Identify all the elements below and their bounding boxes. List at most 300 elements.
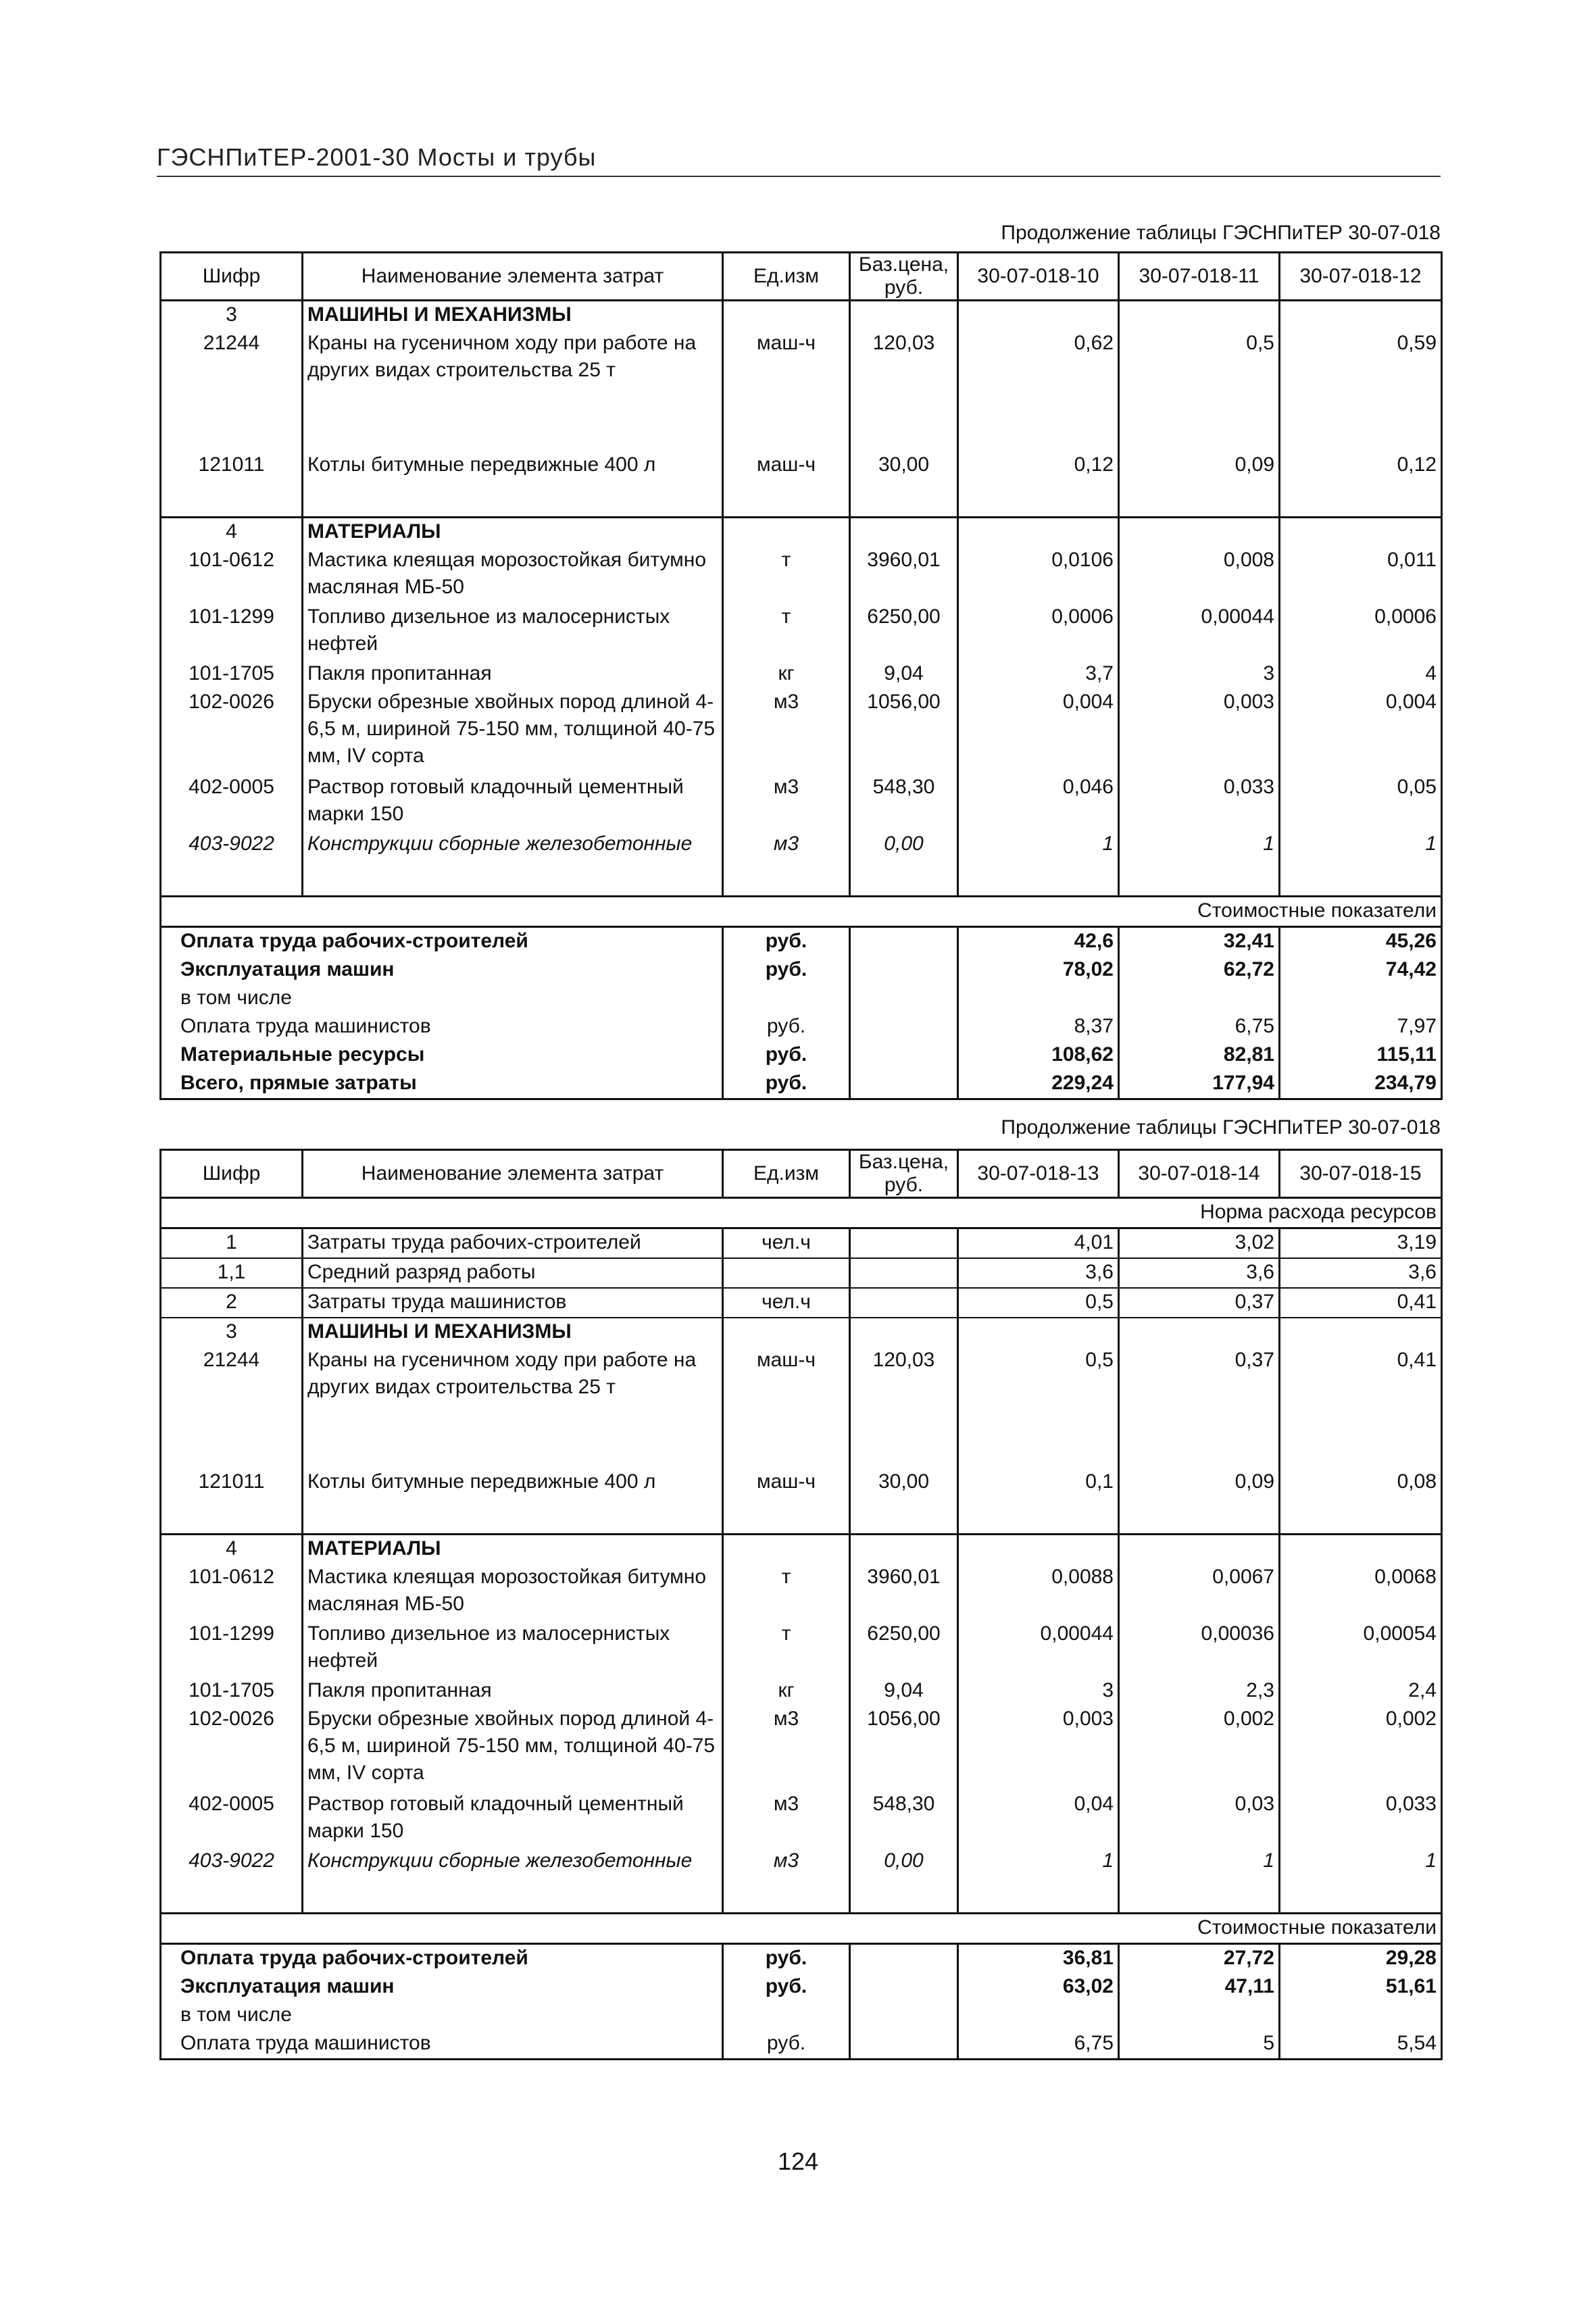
- section-number: 4: [161, 1535, 303, 1564]
- cost-value: 51,61: [1280, 1973, 1442, 2001]
- column-header-name: Наименование элемента затрат: [303, 253, 723, 301]
- empty-cell: [303, 480, 723, 518]
- cost-row: [161, 927, 1442, 957]
- empty-cell: [1119, 480, 1280, 518]
- cost-label: Оплата труда рабочих-строителей: [180, 1947, 528, 1969]
- cost-label: в том числе: [180, 2003, 292, 2026]
- cost-value: [1280, 985, 1442, 1013]
- cost-row: [161, 1013, 1442, 1041]
- resource-base-price: 6250,00: [850, 1620, 958, 1677]
- empty-cell: [958, 1535, 1119, 1564]
- column-header-estimate-code: 30-07-018-11: [1119, 253, 1280, 301]
- resource-base-price: 120,03: [850, 330, 958, 415]
- empty-cell: [958, 1432, 1119, 1468]
- resource-name: Краны на гусеничном ходу при работе на других видах строительства 25 т: [303, 1347, 723, 1432]
- section-note: Стоимостные показатели: [161, 897, 1442, 927]
- spacer-row: [161, 859, 1442, 897]
- resource-row: [161, 1228, 1442, 1259]
- cost-unit: руб.: [723, 2030, 850, 2060]
- resource-quantity: 0,04: [958, 1791, 1119, 1847]
- section-title: МАТЕРИАЛЫ: [303, 518, 723, 547]
- empty-cell: [1119, 1318, 1280, 1347]
- resource-quantity: 0,008: [1119, 547, 1280, 603]
- resource-row: [161, 1564, 1442, 1620]
- resource-row: [161, 660, 1442, 689]
- section-note-row: [161, 897, 1442, 927]
- empty-cell: [850, 1013, 958, 1041]
- resource-quantity: 3,7: [958, 660, 1119, 689]
- resource-row: [161, 1706, 1442, 1791]
- empty-cell: [850, 1070, 958, 1099]
- cost-value: 177,94: [1119, 1070, 1280, 1099]
- empty-cell: [161, 1497, 303, 1535]
- resource-unit: т: [723, 1620, 850, 1677]
- section-heading-row: [161, 1535, 1442, 1564]
- resource-code: 121011: [198, 453, 265, 476]
- empty-cell: [850, 859, 958, 897]
- resource-code: 1,1: [161, 1258, 303, 1288]
- resource-base-price: 1056,00: [850, 1706, 958, 1791]
- resource-row: [161, 689, 1442, 774]
- resource-base-price: 120,03: [850, 1347, 958, 1432]
- spacer-row: [161, 480, 1442, 518]
- resource-quantity: 0,0006: [1280, 603, 1442, 660]
- section-title: МАШИНЫ И МЕХАНИЗМЫ: [303, 301, 723, 330]
- empty-cell: [958, 480, 1119, 518]
- empty-cell: [161, 1876, 303, 1914]
- resource-quantity: 0,0068: [1280, 1564, 1442, 1620]
- cost-value: 5,54: [1280, 2030, 1442, 2060]
- empty-cell: [303, 1432, 723, 1468]
- empty-cell: [958, 1876, 1119, 1914]
- resource-row: [161, 1847, 1442, 1876]
- resource-quantity: 0,37: [1119, 1288, 1280, 1318]
- resource-unit: чел.ч: [723, 1288, 850, 1318]
- resource-name: Затраты труда машинистов: [303, 1288, 723, 1318]
- empty-cell: [1119, 1535, 1280, 1564]
- resource-quantity: 0,37: [1119, 1347, 1280, 1432]
- section-note-row: [161, 1914, 1442, 1944]
- empty-cell: [850, 1497, 958, 1535]
- resource-quantity: 1: [1280, 1847, 1442, 1876]
- resource-quantity: 1: [958, 1847, 1119, 1876]
- resource-base-price: 0,00: [850, 1847, 958, 1876]
- resource-code: 101-1299: [189, 605, 274, 628]
- section-note: Норма расхода ресурсов: [161, 1198, 1442, 1228]
- resource-name: Топливо дизельное из малосернистых нефтей: [303, 603, 723, 660]
- cost-value: 29,28: [1280, 1944, 1442, 1974]
- resource-quantity: 0,0006: [958, 603, 1119, 660]
- resource-code: 101-1705: [189, 1679, 274, 1701]
- empty-cell: [161, 415, 303, 451]
- table-header-row: [161, 253, 1442, 301]
- resource-base-price: [850, 1228, 958, 1259]
- resource-name: Затраты труда рабочих-строителей: [303, 1228, 723, 1259]
- resource-code: 101-0612: [189, 1566, 274, 1588]
- section-number: 3: [226, 303, 237, 326]
- resource-quantity: 3,19: [1280, 1228, 1442, 1259]
- empty-cell: [1119, 415, 1280, 451]
- resource-quantity: 4: [1280, 660, 1442, 689]
- resource-quantity: 0,0106: [958, 547, 1119, 603]
- resource-name: Бруски обрезные хвойных пород длиной 4-6,5 м, шириной 75-150 мм, толщиной 40-75 мм, IV сорта: [303, 689, 723, 774]
- cost-value: 27,72: [1119, 1944, 1280, 1974]
- empty-cell: [1280, 518, 1442, 547]
- empty-cell: [850, 2030, 958, 2060]
- resource-code: 1: [161, 1228, 303, 1259]
- cost-unit: руб.: [723, 1013, 850, 1041]
- empty-cell: [723, 859, 850, 897]
- resource-base-price: 3960,01: [850, 1564, 958, 1620]
- cost-value: [1119, 2001, 1280, 2030]
- empty-cell: [1119, 1497, 1280, 1535]
- cost-label: Оплата труда машинистов: [180, 1015, 431, 1037]
- resource-row: [161, 774, 1442, 830]
- resource-unit: маш-ч: [723, 1468, 850, 1497]
- empty-cell: [850, 1318, 958, 1347]
- resource-table-1: [159, 251, 1443, 1100]
- empty-cell: [723, 301, 850, 330]
- empty-cell: [850, 415, 958, 451]
- cost-label: Материальные ресурсы: [180, 1043, 425, 1066]
- resource-quantity: 0,00044: [958, 1620, 1119, 1677]
- section-number: 4: [161, 518, 303, 547]
- resource-name: Краны на гусеничном ходу при работе на других видах строительства 25 т: [303, 330, 723, 415]
- empty-cell: [850, 518, 958, 547]
- resource-row: [161, 1791, 1442, 1847]
- empty-cell: [1280, 480, 1442, 518]
- table2-continuation-caption: Продолжение таблицы ГЭСНПиТЕР 30-07-018: [1001, 1116, 1441, 1139]
- resource-unit: м3: [723, 1847, 850, 1876]
- cost-unit: руб.: [723, 1944, 850, 1974]
- resource-code: 121011: [198, 1470, 265, 1493]
- cost-label: Эксплуатация машин: [180, 1975, 395, 1997]
- cost-value: [958, 2001, 1119, 2030]
- resource-quantity: 0,003: [1119, 689, 1280, 774]
- resource-base-price: [850, 1258, 958, 1288]
- cost-unit: руб.: [723, 927, 850, 957]
- resource-quantity: 0,033: [1119, 774, 1280, 830]
- resource-unit: м3: [723, 774, 850, 830]
- empty-cell: [723, 1876, 850, 1914]
- resource-unit: [723, 1258, 850, 1288]
- empty-cell: [723, 1318, 850, 1347]
- section-heading-row: [161, 301, 1442, 330]
- empty-cell: [1119, 518, 1280, 547]
- resource-unit: кг: [723, 1677, 850, 1706]
- resource-name: Бруски обрезные хвойных пород длиной 4-6,5 м, шириной 75-150 мм, толщиной 40-75 мм, IV сорта: [303, 1706, 723, 1791]
- resource-code: 21244: [203, 1349, 260, 1371]
- cost-unit: руб.: [723, 956, 850, 985]
- cost-unit: руб.: [723, 1973, 850, 2001]
- resource-quantity: 3: [1119, 660, 1280, 689]
- empty-cell: [723, 480, 850, 518]
- cost-row: [161, 1070, 1442, 1099]
- empty-cell: [850, 301, 958, 330]
- empty-cell: [850, 1876, 958, 1914]
- table-header-row: [161, 1150, 1442, 1198]
- resource-base-price: 548,30: [850, 1791, 958, 1847]
- empty-cell: [303, 415, 723, 451]
- resource-code: 101-1299: [189, 1622, 274, 1645]
- resource-base-price: 9,04: [850, 1677, 958, 1706]
- cost-row: [161, 985, 1442, 1013]
- empty-cell: [161, 1432, 303, 1468]
- resource-quantity: 1: [1119, 1847, 1280, 1876]
- cost-value: 5: [1119, 2030, 1280, 2060]
- column-header-estimate-code: 30-07-018-10: [958, 253, 1119, 301]
- resource-quantity: 0,011: [1280, 547, 1442, 603]
- resource-unit: т: [723, 547, 850, 603]
- resource-unit: маш-ч: [723, 451, 850, 480]
- empty-cell: [1280, 1432, 1442, 1468]
- empty-cell: [850, 1041, 958, 1070]
- cost-label: Эксплуатация машин: [180, 958, 395, 980]
- column-header-estimate-code: 30-07-018-12: [1280, 253, 1442, 301]
- column-header-base-price: Баз.цена, руб.: [850, 1150, 958, 1198]
- resource-quantity: 0,59: [1280, 330, 1442, 415]
- resource-code: 402-0005: [189, 776, 274, 798]
- spacer-row: [161, 1876, 1442, 1914]
- spacer-row: [161, 1432, 1442, 1468]
- resource-code: 403-9022: [189, 1849, 274, 1872]
- resource-quantity: 0,5: [1119, 330, 1280, 415]
- resource-code: 21244: [203, 332, 260, 354]
- resource-quantity: 0,002: [1119, 1706, 1280, 1791]
- empty-cell: [958, 415, 1119, 451]
- empty-cell: [850, 2001, 958, 2030]
- resource-code: 101-0612: [189, 549, 274, 571]
- resource-base-price: 30,00: [850, 451, 958, 480]
- resource-name: Средний разряд работы: [303, 1258, 723, 1288]
- page-number: 124: [777, 2147, 819, 2175]
- column-header-unit: Ед.изм: [723, 253, 850, 301]
- empty-cell: [1280, 1497, 1442, 1535]
- empty-cell: [303, 1876, 723, 1914]
- resource-code: 403-9022: [189, 832, 274, 855]
- resource-unit: м3: [723, 689, 850, 774]
- resource-unit: маш-ч: [723, 1347, 850, 1432]
- resource-row: [161, 451, 1442, 480]
- cost-value: 36,81: [958, 1944, 1119, 1974]
- resource-quantity: 0,5: [958, 1288, 1119, 1318]
- empty-cell: [1280, 301, 1442, 330]
- section-number: 3: [226, 1320, 237, 1343]
- resource-row: [161, 547, 1442, 603]
- resource-name: Котлы битумные передвижные 400 л: [303, 1468, 723, 1497]
- spacer-row: [161, 1497, 1442, 1535]
- resource-quantity: 0,62: [958, 330, 1119, 415]
- resource-row: [161, 1468, 1442, 1497]
- resource-name: Мастика клеящая морозостойкая битумно масляная МБ-50: [303, 1564, 723, 1620]
- resource-quantity: 0,00044: [1119, 603, 1280, 660]
- resource-quantity: 0,41: [1280, 1347, 1442, 1432]
- empty-cell: [850, 1432, 958, 1468]
- empty-cell: [303, 1497, 723, 1535]
- cost-label: Оплата труда машинистов: [180, 2032, 431, 2054]
- empty-cell: [1280, 1535, 1442, 1564]
- resource-code: 2: [161, 1288, 303, 1318]
- cost-value: 63,02: [958, 1973, 1119, 2001]
- resource-row: [161, 603, 1442, 660]
- spacer-row: [161, 415, 1442, 451]
- empty-cell: [958, 1318, 1119, 1347]
- empty-cell: [1280, 1876, 1442, 1914]
- resource-code: 102-0026: [189, 1708, 274, 1730]
- page-header-title: ГЭСНПиТЕР-2001-30 Мосты и трубы: [157, 143, 1441, 177]
- resource-quantity: 1: [1280, 830, 1442, 859]
- resource-name: Пакля пропитанная: [303, 660, 723, 689]
- empty-cell: [958, 301, 1119, 330]
- resource-quantity: 0,0067: [1119, 1564, 1280, 1620]
- empty-cell: [1119, 301, 1280, 330]
- resource-row: [161, 330, 1442, 415]
- resource-quantity: 0,08: [1280, 1468, 1442, 1497]
- resource-name: Раствор готовый кладочный цементный марки 150: [303, 774, 723, 830]
- column-header-estimate-code: 30-07-018-14: [1119, 1150, 1280, 1198]
- resource-unit: т: [723, 1564, 850, 1620]
- resource-quantity: 0,03: [1119, 1791, 1280, 1847]
- resource-name: Конструкции сборные железобетонные: [303, 830, 723, 859]
- resource-base-price: 6250,00: [850, 603, 958, 660]
- cost-unit: руб.: [723, 1070, 850, 1099]
- cost-value: 32,41: [1119, 927, 1280, 957]
- resource-name: Мастика клеящая морозостойкая битумно масляная МБ-50: [303, 547, 723, 603]
- section-title: МАШИНЫ И МЕХАНИЗМЫ: [303, 1318, 723, 1347]
- cost-value: 234,79: [1280, 1070, 1442, 1099]
- column-header-code: Шифр: [161, 1150, 303, 1198]
- resource-name: Топливо дизельное из малосернистых нефтей: [303, 1620, 723, 1677]
- resource-quantity: 2,4: [1280, 1677, 1442, 1706]
- cost-row: [161, 2030, 1442, 2060]
- empty-cell: [723, 415, 850, 451]
- empty-cell: [958, 859, 1119, 897]
- column-header-code: Шифр: [161, 253, 303, 301]
- table1-continuation-caption: Продолжение таблицы ГЭСНПиТЕР 30-07-018: [1001, 222, 1441, 244]
- cost-value: 108,62: [958, 1041, 1119, 1070]
- cost-value: 82,81: [1119, 1041, 1280, 1070]
- resource-quantity: 0,12: [958, 451, 1119, 480]
- resource-quantity: 0,004: [1280, 689, 1442, 774]
- resource-quantity: 0,00036: [1119, 1620, 1280, 1677]
- resource-quantity: 4,01: [958, 1228, 1119, 1259]
- resource-unit: м3: [723, 830, 850, 859]
- section-title: МАТЕРИАЛЫ: [303, 1535, 723, 1564]
- resource-name: Раствор готовый кладочный цементный марки 150: [303, 1791, 723, 1847]
- section-heading-row: [161, 518, 1442, 547]
- resource-row: [161, 1288, 1442, 1318]
- empty-cell: [1119, 1432, 1280, 1468]
- resource-quantity: 2,3: [1119, 1677, 1280, 1706]
- resource-unit: т: [723, 603, 850, 660]
- resource-unit: чел.ч: [723, 1228, 850, 1259]
- empty-cell: [958, 1497, 1119, 1535]
- column-header-base-price: Баз.цена, руб.: [850, 253, 958, 301]
- resource-base-price: [850, 1288, 958, 1318]
- resource-code: 402-0005: [189, 1793, 274, 1815]
- resource-unit: м3: [723, 1791, 850, 1847]
- resource-code: 102-0026: [189, 691, 274, 713]
- cost-label: Всего, прямые затраты: [180, 1072, 417, 1094]
- empty-cell: [723, 1432, 850, 1468]
- resource-row: [161, 1347, 1442, 1432]
- cost-value: [1280, 2001, 1442, 2030]
- section-note: Стоимостные показатели: [161, 1914, 1442, 1944]
- resource-row: [161, 1620, 1442, 1677]
- resource-quantity: 0,003: [958, 1706, 1119, 1791]
- empty-cell: [1119, 859, 1280, 897]
- column-header-estimate-code: 30-07-018-15: [1280, 1150, 1442, 1198]
- resource-quantity: 1: [958, 830, 1119, 859]
- cost-unit: руб.: [723, 1041, 850, 1070]
- resource-quantity: 0,09: [1119, 451, 1280, 480]
- resource-quantity: 1: [1119, 830, 1280, 859]
- cost-value: 42,6: [958, 927, 1119, 957]
- cost-value: 6,75: [1119, 1013, 1280, 1041]
- resource-name: Пакля пропитанная: [303, 1677, 723, 1706]
- resource-quantity: 0,004: [958, 689, 1119, 774]
- section-note-row: [161, 1198, 1442, 1228]
- column-header-name: Наименование элемента затрат: [303, 1150, 723, 1198]
- empty-cell: [850, 985, 958, 1013]
- empty-cell: [850, 1535, 958, 1564]
- resource-quantity: 0,033: [1280, 1791, 1442, 1847]
- resource-table-2: [159, 1149, 1443, 2060]
- cost-row: [161, 1041, 1442, 1070]
- empty-cell: [850, 927, 958, 957]
- cost-row: [161, 1944, 1442, 1974]
- resource-quantity: 3: [958, 1677, 1119, 1706]
- cost-value: 229,24: [958, 1070, 1119, 1099]
- resource-quantity: 3,02: [1119, 1228, 1280, 1259]
- empty-cell: [1280, 1318, 1442, 1347]
- resource-unit: маш-ч: [723, 330, 850, 415]
- empty-cell: [723, 1535, 850, 1564]
- empty-cell: [303, 859, 723, 897]
- cost-unit: [723, 985, 850, 1013]
- empty-cell: [850, 956, 958, 985]
- resource-quantity: 0,0088: [958, 1564, 1119, 1620]
- cost-label: в том числе: [180, 987, 292, 1009]
- cost-value: 7,97: [1280, 1013, 1442, 1041]
- resource-base-price: 1056,00: [850, 689, 958, 774]
- empty-cell: [161, 859, 303, 897]
- cost-value: [1119, 985, 1280, 1013]
- cost-unit: [723, 2001, 850, 2030]
- resource-quantity: 0,002: [1280, 1706, 1442, 1791]
- resource-quantity: 0,046: [958, 774, 1119, 830]
- resource-row: [161, 1677, 1442, 1706]
- resource-row: [161, 830, 1442, 859]
- section-heading-row: [161, 1318, 1442, 1347]
- cost-value: 8,37: [958, 1013, 1119, 1041]
- resource-quantity: 0,12: [1280, 451, 1442, 480]
- cost-row: [161, 2001, 1442, 2030]
- cost-value: 78,02: [958, 956, 1119, 985]
- cost-value: 6,75: [958, 2030, 1119, 2060]
- resource-name: Котлы битумные передвижные 400 л: [303, 451, 723, 480]
- resource-quantity: 0,41: [1280, 1288, 1442, 1318]
- empty-cell: [161, 480, 303, 518]
- cost-row: [161, 956, 1442, 985]
- cost-value: 45,26: [1280, 927, 1442, 957]
- cost-row: [161, 1973, 1442, 2001]
- empty-cell: [1280, 859, 1442, 897]
- resource-base-price: 30,00: [850, 1468, 958, 1497]
- resource-quantity: 0,00054: [1280, 1620, 1442, 1677]
- resource-unit: кг: [723, 660, 850, 689]
- cost-value: 115,11: [1280, 1041, 1442, 1070]
